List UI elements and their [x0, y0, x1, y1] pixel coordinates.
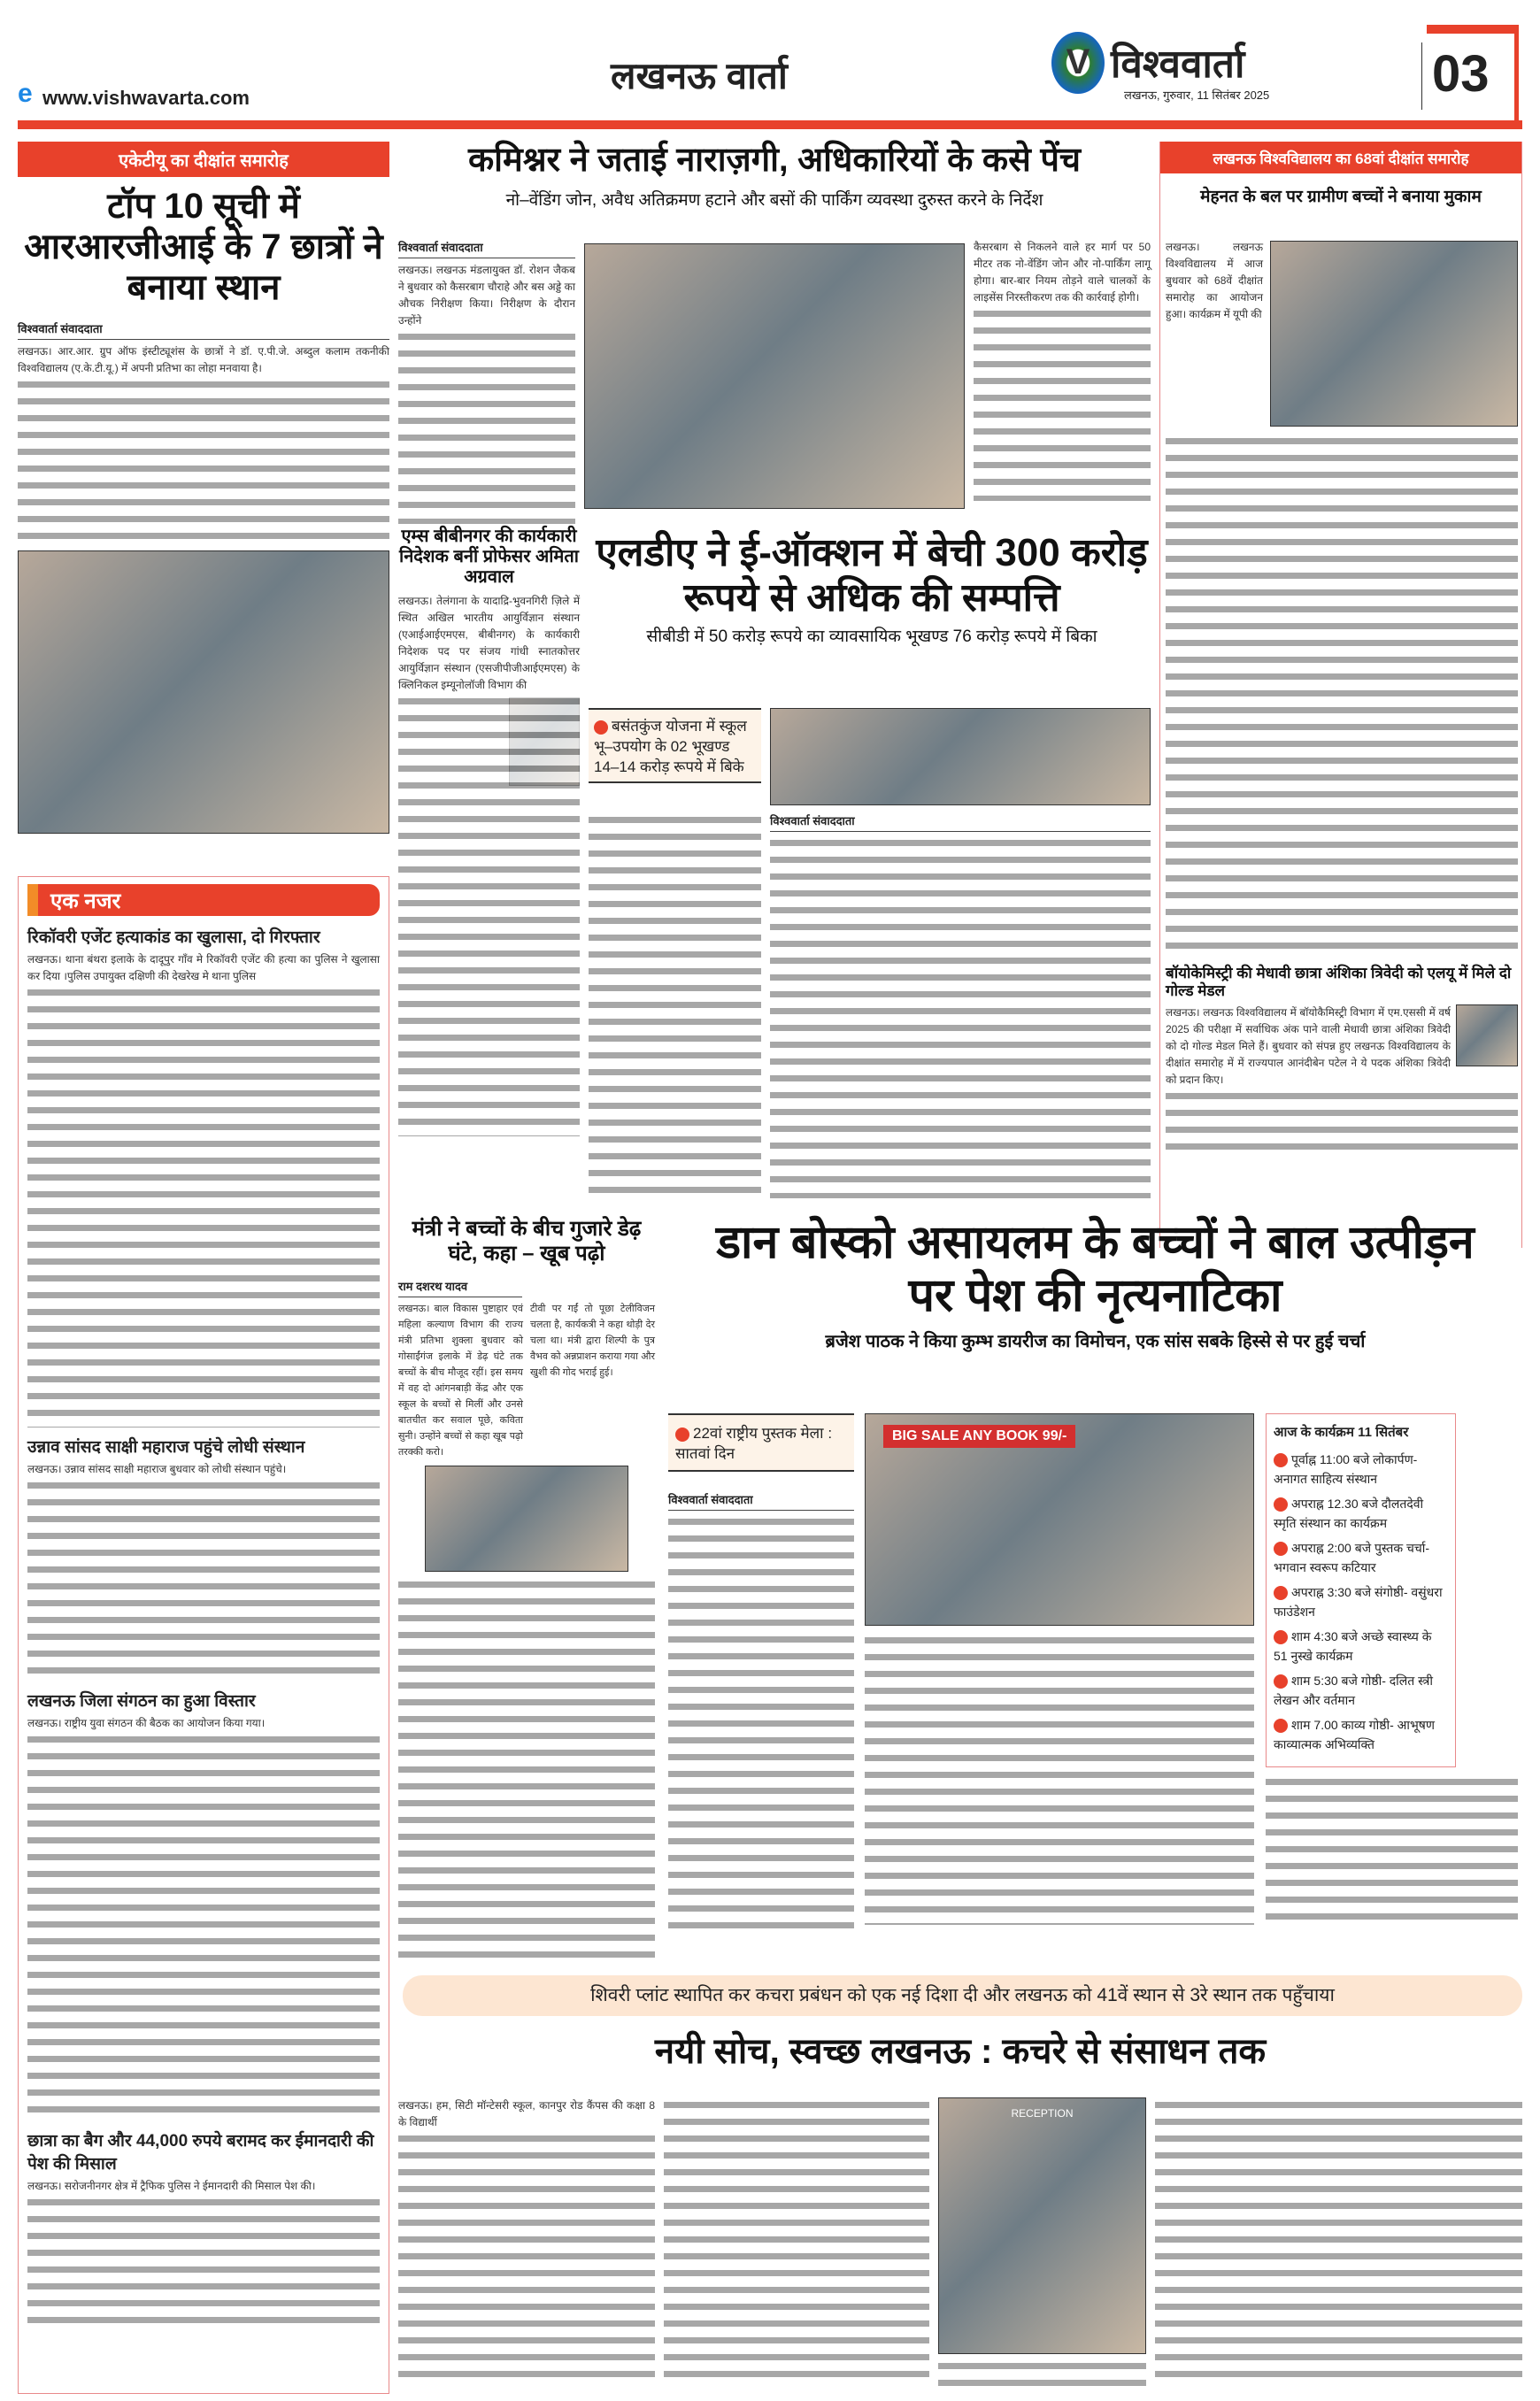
article-text	[974, 306, 1151, 501]
bullet-icon	[1274, 1453, 1288, 1467]
story-text	[27, 1478, 380, 1681]
article-text	[589, 812, 761, 1193]
article-text	[1166, 434, 1518, 956]
headline: टॉप 10 सूची में आरआरजीआई के 7 छात्रों ने बनाया स्थान	[24, 187, 383, 307]
inspection-photo	[584, 243, 965, 509]
byline: विश्ववार्ता संवाददाता	[770, 812, 1151, 832]
minister-story	[398, 1217, 655, 1958]
article-text	[865, 1633, 1254, 1925]
article-lead: लखनऊ। हम, सिटी मॉन्टेसरी स्कूल, कानपुर रोड कैंपस की कक्षा 8 के विद्यार्थी	[398, 2099, 655, 2128]
section-tag: एकेटीयू का दीक्षांत समारोह	[18, 142, 389, 177]
schedule-item-text: शाम 7.00 काव्य गोष्ठी- आभूषण काव्यात्मक अभिव्यक्ति	[1274, 1718, 1436, 1751]
schedule-item-text: पूर्वाह्न 11:00 बजे लोकार्पण- अनागत साहित्य संस्थान	[1274, 1452, 1418, 1486]
convocation-photo	[18, 550, 389, 834]
article-lead: लखनऊ। लखनऊ विश्वविद्यालय में बॉयोकैमिस्ट्री विभाग में एम.एससी में वर्ष 2025 की परीक्षा में सर्वाधिक अंक पाने वाली मेधावी छात्रा अंशिका त्रिवेदी को दो गोल्ड मेडल मिले हैं। बुधवार को संपन्न हुए लखनऊ विश्वविद्यालय के दीक्षांत समारोह में में राज्यपाल आनंदीबेन पटेल ने ये पदक अंशिका त्रिवेदी को प्रदान किए।	[1166, 1006, 1451, 1087]
website-link[interactable]: www.vishwavarta.com	[42, 87, 250, 109]
minister-photo	[425, 1466, 628, 1572]
article-text	[398, 2131, 655, 2383]
story-headline: छात्रा का बैग और 44,000 रुपये बरामद कर ईमानदारी की पेश की मिसाल	[27, 2132, 374, 2174]
bullet-icon	[1274, 1542, 1288, 1556]
byline: राम दशरथ यादव	[398, 1278, 522, 1297]
article-text	[398, 694, 580, 1136]
story-text	[27, 985, 380, 1428]
article-lead: लखनऊ। लखनऊ विश्वविद्यालय में आज बुधवार को 68वें दीक्षांत समारोह का आयोजन हुआ। कार्यक्रम में यूपी की	[1166, 241, 1263, 320]
anshika-photo	[1456, 1004, 1518, 1066]
brand-name: विश्ववार्ता	[1111, 42, 1245, 86]
story-lead: लखनऊ। थाना बंथरा इलाके के दादूपुर गाँव मे रिकॉवरी एजेंट की हत्या का पुलिस ने खुलासा कर दिया ।पुलिस उपायुक्त दक्षिणी की देखरेख मे थाना पुलिस	[27, 953, 380, 982]
headline: बॉयोकेमिस्ट्री की मेधावी छात्रा अंशिका त्रिवेदी को एलयू में मिले दो गोल्ड मेडल	[1166, 965, 1512, 999]
header-rule	[18, 120, 1522, 129]
subheadline: ब्रजेश पाठक ने किया कुम्भ डायरीज का विमोचन, एक सांस सबके हिस्से से पर हुई चर्चा	[825, 1331, 1366, 1351]
schedule-item	[1274, 1671, 1448, 1710]
story-lead: लखनऊ। उन्नाव सांसद साक्षी महाराज बुधवार को लोधी संस्थान पहुंचे।	[27, 1463, 287, 1475]
article-lead: लखनऊ। बाल विकास पुष्टाहार एवं महिला कल्याण विभाग की राज्य मंत्री प्रतिभा शुक्ला बुधवार को गोसाईंगंज इलाके में डेढ़ घंटे तक बच्चों के बीच मौजूद रहीं। इस समय में वह दो आंगनबाड़ी केंद्र और एक स्कूल के बच्चों से मिलीं और उनसे बातचीत कर सवाल पूछे, कविता सुनी। उन्होंने बच्चों से कहा खूब पढ़ो तरक्की करो।	[398, 1304, 523, 1458]
bullet-icon	[1274, 1630, 1288, 1644]
aiims-story	[398, 527, 580, 1136]
schedule-item-text: अपराह्न 3:30 बजे संगोष्ठी- वसुंधरा फाउंडेशन	[1274, 1585, 1443, 1619]
reception-sign: RECEPTION	[1011, 2107, 1074, 2120]
subheadline: सीबीडी में 50 करोड़ रूपये का व्यावसायिक भूखण्ड 76 करोड़ रूपये में बिका	[646, 627, 1097, 647]
article-text	[668, 1514, 854, 1939]
section-tag: लखनऊ विश्वविद्यालय का 68वां दीक्षांत समारोह	[1160, 142, 1521, 173]
bullet-icon	[1274, 1674, 1288, 1689]
headline: मेहनत के बल पर ग्रामीण बच्चों ने बनाया मुकाम	[1200, 188, 1482, 206]
headline: कमिश्नर ने जताई नाराज़गी, अधिकारियों के कसे पेंच	[467, 142, 1082, 179]
article-lead: कैसरबाग से निकलने वाले हर मार्ग पर 50 मीटर तक नो-वेंडिंग जोन और नो-पार्किंग लागू होगा। बार-बार नियम तोड़ने वाले चालकों के लाइसेंस निरस्तीकरण तक की कार्रवाई होगी।	[974, 241, 1151, 304]
bullet-icon	[594, 720, 608, 735]
story-text	[27, 2195, 380, 2328]
bullet-icon	[1274, 1719, 1288, 1733]
bullet-icon	[1274, 1497, 1288, 1512]
article-text	[770, 835, 1151, 1198]
schedule-item	[1274, 1582, 1448, 1621]
headline: एलडीए ने ई-ऑक्शन में बेची 300 करोड़ रूपये से अधिक की सम्पत्ति	[596, 531, 1148, 619]
waste-banner: शिवरी प्लांट स्थापित कर कचरा प्रबंधन को एक नई दिशा दी और लखनऊ को 41वें स्थान से 3रे स्थान तक पहुँचाया	[403, 1975, 1522, 2016]
schedule-item-text: शाम 5:30 बजे गोष्ठी- दलित स्त्री लेखन और वर्तमान	[1274, 1674, 1433, 1707]
schedule-item-text: शाम 4:30 बजे अच्छे स्वास्थ्य के 51 नुस्खे कार्यक्रम	[1274, 1629, 1432, 1663]
article-text	[1166, 1089, 1518, 1159]
commissioner-story	[398, 142, 1151, 327]
lu-convocation-photo	[1270, 241, 1518, 427]
byline: विश्ववार्ता संवाददाता	[398, 239, 575, 258]
article-text	[664, 2097, 929, 2385]
article-text	[18, 377, 389, 545]
byline: विश्ववार्ता संवाददाता	[668, 1491, 854, 1511]
ie-logo-icon: e	[18, 79, 33, 108]
article-text	[1266, 1774, 1518, 1925]
schedule-item	[1274, 1627, 1448, 1666]
article-text	[398, 329, 575, 524]
story-lead: लखनऊ। सरोजनीनगर क्षेत्र में ट्रैफिक पुलिस ने ईमानदारी की मिसाल पेश की।	[27, 2180, 316, 2192]
article-text	[398, 1577, 655, 1958]
article-text	[938, 2359, 1146, 2390]
school-students-photo	[938, 2097, 1146, 2354]
section-tag: एक नजर	[27, 884, 380, 916]
bullet-icon	[1274, 1586, 1288, 1600]
page-number: 03	[1432, 45, 1490, 103]
schedule-item	[1274, 1450, 1448, 1489]
ek-nazar-box	[18, 876, 389, 2394]
divider	[1421, 42, 1422, 110]
schedule-item	[1274, 1538, 1448, 1577]
book-fair-story	[668, 1217, 1522, 1751]
headline: नयी सोच, स्वच्छ लखनऊ : कचरे से संसाधन तक	[654, 2032, 1267, 2071]
story-text	[27, 1732, 380, 2121]
article-lead: टीवी पर गईं तो पूछा टेलीविजन चलता है, कार्यकत्री ने कहा थोड़ी देर चला था। मंत्री द्वारा शिल्पी के पुत्र वैभव को अन्नप्राशन कराया गया और खुशी की गोद भराई हुई।	[530, 1304, 655, 1379]
schedule-item-text: अपराह्न 12.30 बजे दौलतदेवी स्मृति संस्थान का कार्यक्रम	[1274, 1497, 1424, 1530]
lda-story	[589, 531, 1155, 827]
article-lead: लखनऊ। लखनऊ मंडलायुक्त डॉ. रोशन जैकब ने बुधवार को कैसरबाग चौराहे और बस अड्डे का औचक निरीक्षण किया। निरीक्षण के दौरान उन्होंने	[398, 264, 575, 327]
schedule-item-text: अपराह्न 2:00 बजे पुस्तक चर्चा- भगवान स्वरूप कटियार	[1274, 1541, 1430, 1574]
story-headline: रिकॉवरी एजेंट हत्याकांड का खुलासा, दो गिरफ्तार	[27, 928, 320, 947]
schedule-title: आज के कार्यक्रम 11 सितंबर	[1274, 1425, 1409, 1440]
highlight-text: बसंतकुंज योजना में स्कूल भू–उपयोग के 02 भूखण्ड 14–14 करोड़ रूपये में बिके	[594, 718, 747, 775]
aktu-story	[18, 142, 389, 834]
bullet-icon	[675, 1428, 689, 1442]
article-lead: लखनऊ। आर.आर. ग्रुप ऑफ इंस्टीट्यूशंस के छात्रों ने डॉ. ए.पी.जे. अब्दुल कलाम तकनीकी विश्वविद्यालय (ए.के.टी.यू.) में अपनी प्रतिभा का लोहा मनवाया है।	[18, 345, 389, 374]
dateline: लखनऊ, गुरुवार, 11 सितंबर 2025	[1124, 88, 1270, 102]
schedule-item	[1274, 1494, 1448, 1533]
highlight-box	[589, 708, 761, 783]
headline: एम्स बीबीनगर की कार्यकारी निदेशक बनीं प्रोफेसर अमिता अग्रवाल	[399, 527, 579, 587]
byline: विश्ववार्ता संवाददाता	[18, 320, 389, 340]
story-headline: लखनऊ जिला संगठन का हुआ विस्तार	[27, 1692, 256, 1711]
auction-photo	[770, 708, 1151, 805]
sale-banner: BIG SALE ANY BOOK 99/-	[883, 1425, 1075, 1448]
section-title: लखनऊ वार्ता	[611, 55, 788, 96]
subheadline: नो–वेंडिंग जोन, अवैध अतिक्रमण हटाने और बसों की पार्किंग व्यवस्था दुरुस्त करने के निर्देश	[505, 190, 1043, 210]
masthead	[0, 0, 1540, 133]
story-headline: उन्नाव सांसद साक्षी महाराज पहुंचे लोधी संस्थान	[27, 1438, 305, 1457]
lu-convocation-story	[1159, 142, 1522, 1248]
headline: मंत्री ने बच्चों के बीच गुजारे डेढ़ घंटे, कहा – खूब पढ़ो	[412, 1217, 642, 1266]
headline: डान बोस्को असायलम के बच्चों ने बाल उत्पीड़न पर पेश की नृत्यनाटिका	[716, 1217, 1475, 1321]
schedule-item	[1274, 1715, 1448, 1754]
schedule-list	[1274, 1450, 1448, 1754]
highlight-box	[668, 1413, 854, 1472]
article-text	[1155, 2097, 1522, 2385]
highlight-text: 22वां राष्ट्रीय पुस्तक मेला : सातवां दिन	[675, 1425, 833, 1462]
article-lead: लखनऊ। तेलंगाना के यादाद्रि-भुवनगिरी ज़िले में स्थित अखिल भारतीय आयुर्विज्ञान संस्थान (एआईआईएमएस, बीबीनगर) के कार्यकारी निदेशक पद पर संजय गांधी स्नातकोत्तर आयुर्विज्ञान संस्थान (एसजीपीजीआईएमएस) के क्लिनिकल इम्यूनोलॉजी विभाग की	[398, 595, 580, 691]
schedule-box	[1266, 1413, 1456, 1767]
book-fair-photo	[865, 1413, 1254, 1626]
brand-logo-icon: V	[1051, 32, 1105, 94]
story-lead: लखनऊ। राष्ट्रीय युवा संगठन की बैठक का आयोजन किया गया।	[27, 1717, 266, 1729]
